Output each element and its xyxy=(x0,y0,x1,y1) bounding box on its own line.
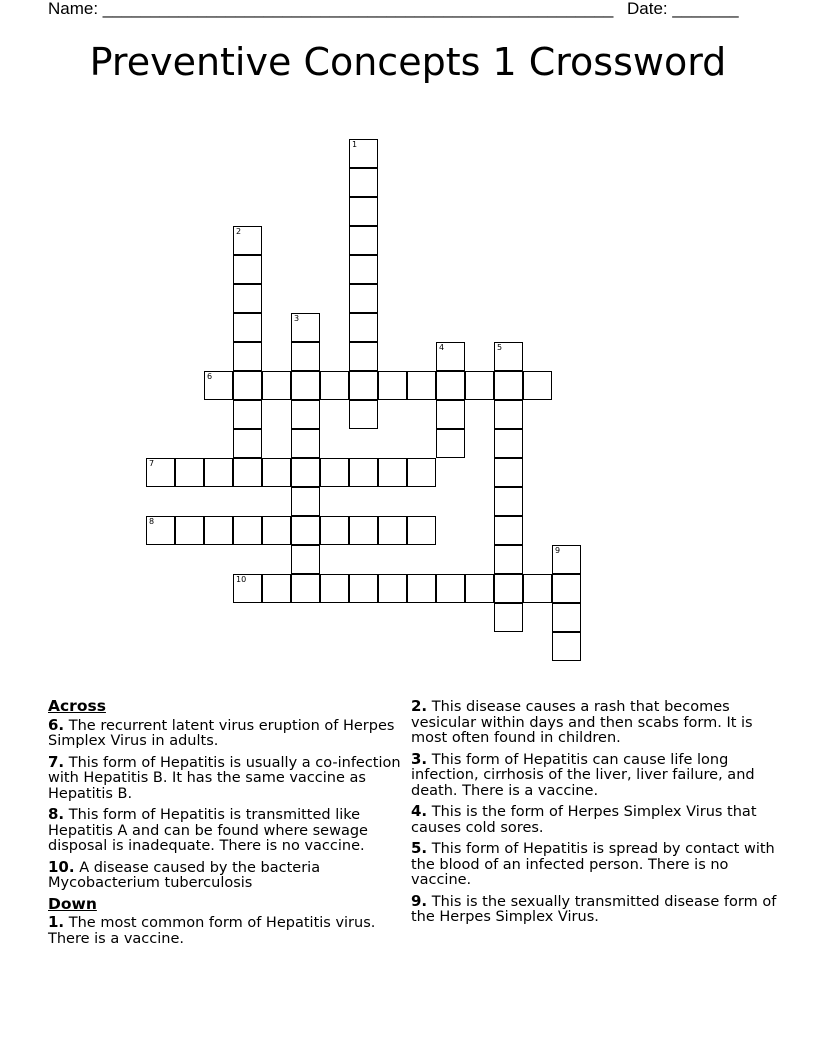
clue-number: 9. xyxy=(411,891,428,910)
crossword-cell[interactable] xyxy=(552,632,581,661)
crossword-cell[interactable] xyxy=(204,516,233,545)
clue-across-8 xyxy=(48,807,408,855)
crossword-cell[interactable] xyxy=(262,371,291,400)
clue-down-5 xyxy=(411,841,781,889)
clue-text: A disease caused by the bacteria Mycobacterium tuberculosis xyxy=(48,859,321,891)
crossword-cell[interactable] xyxy=(407,574,436,603)
crossword-cell[interactable] xyxy=(349,342,378,371)
crossword-cell[interactable] xyxy=(146,516,175,545)
crossword-cell[interactable] xyxy=(320,574,349,603)
crossword-cell[interactable] xyxy=(378,458,407,487)
crossword-cell[interactable] xyxy=(233,516,262,545)
clue-across-6 xyxy=(48,715,408,750)
crossword-cell[interactable] xyxy=(378,574,407,603)
crossword-cell[interactable] xyxy=(233,226,262,255)
cell-number: 5 xyxy=(497,343,503,352)
crossword-cell[interactable] xyxy=(436,429,465,458)
crossword-cell[interactable] xyxy=(494,603,523,632)
crossword-cell[interactable] xyxy=(349,516,378,545)
clue-text: The recurrent latent virus eruption of Herpes Simplex Virus in adults. xyxy=(48,717,395,749)
crossword-cell[interactable] xyxy=(494,545,523,574)
page-title: Preventive Concepts 1 Crossword xyxy=(89,40,727,84)
clue-number: 8. xyxy=(48,805,65,823)
crossword-cell[interactable] xyxy=(552,603,581,632)
cell-number: 2 xyxy=(236,227,242,236)
clues-left-column xyxy=(48,699,408,952)
crossword-cell[interactable] xyxy=(262,458,291,487)
clue-text: The most common form of Hepatitis virus. There is a vaccine. xyxy=(48,915,376,947)
crossword-cell[interactable] xyxy=(262,574,291,603)
down-heading: Down xyxy=(48,894,97,913)
clue-text: This is the sexually transmitted disease form of the Herpes Simplex Virus. xyxy=(411,893,777,925)
crossword-cell[interactable] xyxy=(175,516,204,545)
crossword-cell[interactable] xyxy=(407,371,436,400)
cell-number: 3 xyxy=(294,314,300,323)
clue-across-7 xyxy=(48,752,408,803)
crossword-cell[interactable] xyxy=(233,313,262,342)
clue-down-3 xyxy=(411,749,781,800)
crossword-cell[interactable] xyxy=(349,197,378,226)
clue-number: 6. xyxy=(48,715,65,734)
crossword-cell[interactable] xyxy=(291,545,320,574)
crossword-cell[interactable] xyxy=(204,371,233,400)
crossword-cell[interactable] xyxy=(233,574,262,603)
crossword-cell[interactable] xyxy=(552,545,581,574)
crossword-cell[interactable] xyxy=(233,400,262,429)
crossword-cell[interactable] xyxy=(552,574,581,603)
crossword-cell[interactable] xyxy=(349,574,378,603)
crossword-cell[interactable] xyxy=(291,516,320,545)
crossword-cell[interactable] xyxy=(494,458,523,487)
crossword-cell[interactable] xyxy=(291,342,320,371)
crossword-cell[interactable] xyxy=(349,226,378,255)
crossword-cell[interactable] xyxy=(233,342,262,371)
cell-number: 6 xyxy=(207,372,213,381)
cell-number: 4 xyxy=(439,343,445,352)
crossword-cell[interactable] xyxy=(436,574,465,603)
clue-down-1 xyxy=(48,915,408,947)
crossword-cell[interactable] xyxy=(494,487,523,516)
crossword-cell[interactable] xyxy=(465,371,494,400)
cell-number: 7 xyxy=(149,459,155,468)
crossword-cell[interactable] xyxy=(349,313,378,342)
crossword-cell[interactable] xyxy=(291,400,320,429)
crossword-cell[interactable] xyxy=(349,400,378,429)
crossword-cell[interactable] xyxy=(291,313,320,342)
crossword-cell[interactable] xyxy=(291,487,320,516)
crossword-cell[interactable] xyxy=(233,284,262,313)
crossword-cell[interactable] xyxy=(291,429,320,458)
crossword-cell[interactable] xyxy=(436,371,465,400)
clue-number: 2. xyxy=(411,697,428,715)
crossword-cell[interactable] xyxy=(436,342,465,371)
clues-right-column xyxy=(411,699,781,931)
clue-text: This form of Hepatitis is transmitted like Hepatitis A and can be found where sewage disposal is inadequate. There is no vaccine. xyxy=(48,807,368,854)
crossword-cell[interactable] xyxy=(320,516,349,545)
crossword-cell[interactable] xyxy=(523,574,552,603)
crossword-cell[interactable] xyxy=(494,574,523,603)
crossword-cell[interactable] xyxy=(349,371,378,400)
cell-number: 1 xyxy=(352,140,358,149)
across-heading: Across xyxy=(48,697,106,715)
crossword-cell[interactable] xyxy=(407,516,436,545)
crossword-cell[interactable] xyxy=(233,255,262,284)
cell-number: 8 xyxy=(149,517,155,526)
crossword-cell[interactable] xyxy=(494,342,523,371)
crossword-cell[interactable] xyxy=(320,458,349,487)
crossword-cell[interactable] xyxy=(465,574,494,603)
crossword-cell[interactable] xyxy=(291,574,320,603)
crossword-cell[interactable] xyxy=(494,429,523,458)
crossword-cell[interactable] xyxy=(407,458,436,487)
clue-number: 3. xyxy=(411,749,428,768)
crossword-cell[interactable] xyxy=(378,516,407,545)
clue-across-10 xyxy=(48,857,408,892)
crossword-cell[interactable] xyxy=(175,458,204,487)
clue-number: 4. xyxy=(411,802,428,820)
clue-down-9 xyxy=(411,891,781,926)
crossword-cell[interactable] xyxy=(494,516,523,545)
crossword-cell[interactable] xyxy=(349,139,378,168)
clue-number: 7. xyxy=(48,752,65,771)
date-line[interactable]: Date: _______ xyxy=(627,0,739,18)
name-line[interactable]: Name: ______________________________________________________ xyxy=(48,0,614,18)
crossword-cell[interactable] xyxy=(349,284,378,313)
crossword-cell[interactable] xyxy=(378,371,407,400)
crossword-cell[interactable] xyxy=(262,516,291,545)
crossword-cell[interactable] xyxy=(349,458,378,487)
clue-down-4 xyxy=(411,804,781,836)
crossword-cell[interactable] xyxy=(349,255,378,284)
clue-down-2 xyxy=(411,699,781,747)
cell-number: 10 xyxy=(236,575,247,584)
clue-text: This form of Hepatitis can cause life long infection, cirrhosis of the liver, liver failure, and death. There is a vaccine. xyxy=(411,751,755,799)
crossword-cell[interactable] xyxy=(494,400,523,429)
crossword-cell[interactable] xyxy=(523,371,552,400)
crossword-cell[interactable] xyxy=(320,371,349,400)
clue-number: 5. xyxy=(411,839,428,857)
crossword-cell[interactable] xyxy=(146,458,175,487)
crossword-cell[interactable] xyxy=(349,168,378,197)
clue-text: This form of Hepatitis is spread by contact with the blood of an infected person. There is no vaccine. xyxy=(411,841,775,888)
crossword-cell[interactable] xyxy=(436,400,465,429)
crossword-cell[interactable] xyxy=(291,371,320,400)
clue-text: This is the form of Herpes Simplex Virus that causes cold sores. xyxy=(411,804,757,836)
crossword-cell[interactable] xyxy=(233,458,262,487)
clue-text: This form of Hepatitis is usually a co-infection with Hepatitis B. It has the same vaccine as Hepatitis B. xyxy=(48,754,401,802)
crossword-cell[interactable] xyxy=(233,371,262,400)
clue-number: 10. xyxy=(48,857,75,876)
crossword-cell[interactable] xyxy=(204,458,233,487)
crossword-cell[interactable] xyxy=(291,458,320,487)
cell-number: 9 xyxy=(555,546,561,555)
clue-number: 1. xyxy=(48,913,65,931)
clue-text: This disease causes a rash that becomes vesicular within days and then scabs form. It is most often found in children. xyxy=(411,699,753,746)
crossword-cell[interactable] xyxy=(233,429,262,458)
crossword-cell[interactable] xyxy=(494,371,523,400)
